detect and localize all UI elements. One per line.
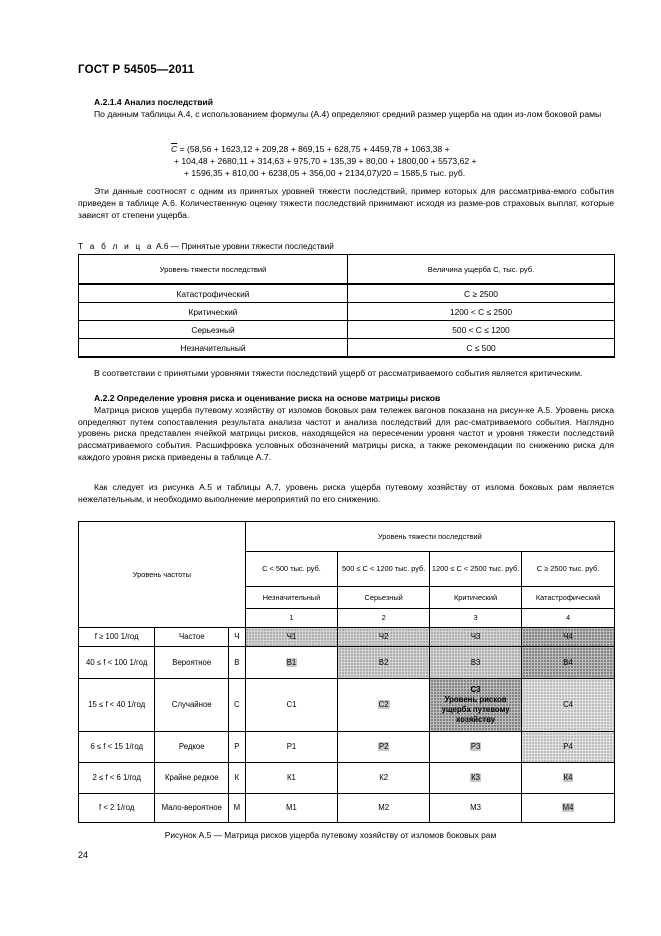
matrix-range-4: C ≥ 2500 тыс. руб.: [522, 552, 615, 587]
matrix-row-rare: [79, 732, 615, 763]
matrix-cell: [338, 679, 430, 732]
table-cell-level: Серьезный: [79, 321, 348, 339]
matrix-range-1: C < 500 тыс. руб.: [245, 552, 338, 587]
matrix-cell: М3: [430, 794, 522, 823]
table-a6-caption-text: А.6 — Принятые уровни тяжести последствий: [156, 241, 334, 251]
matrix-frequency-header: Уровень частоты: [79, 522, 246, 628]
matrix-severity-name-2: Серьезный: [338, 587, 430, 609]
matrix-frequency-code: В: [229, 647, 246, 679]
paragraph-relate: Эти данные соотносят с одним из принятых уровней тяжести последствий, пример которых для рассматрива-емого события приведен в таблице А.6. Количественную оценку тяжести последствий принимают исходя из разме-ров страховых выплат, которые зависят от степени ущерба.: [78, 186, 614, 220]
matrix-cell: В2: [338, 647, 430, 679]
matrix-cell: Р1: [245, 732, 338, 763]
matrix-highlight-note: Уровень рисков ущерба путевому хозяйству: [441, 695, 510, 724]
table-cell-level: Незначительный: [79, 339, 348, 358]
matrix-cell: Ч2: [338, 628, 430, 647]
matrix-cell-label: М4: [562, 803, 574, 812]
matrix-cell: [245, 647, 338, 679]
matrix-cell: [522, 794, 615, 823]
matrix-column-number-4: 4: [522, 609, 615, 628]
matrix-frequency-code: К: [229, 763, 246, 794]
table-a6-header-level: Уровень тяжести последствий: [79, 255, 348, 285]
matrix-cell: [430, 763, 522, 794]
table-a6-header-value: Величина ущерба C, тыс. руб.: [348, 255, 615, 285]
matrix-row-frequent: [79, 628, 615, 647]
section-a214-paragraph: По данным таблицы А.4, с использованием формулы (А.4) определяют средний размер ущерба на один из-лом боковой рамы: [94, 108, 602, 119]
matrix-cell: С1: [245, 679, 338, 732]
matrix-column-number-1: 1: [245, 609, 338, 628]
matrix-frequency-name: Крайне редкое: [155, 763, 229, 794]
matrix-frequency-name: Мало-вероятное: [155, 794, 229, 823]
matrix-cell: [522, 763, 615, 794]
matrix-column-number-2: 2: [338, 609, 430, 628]
matrix-cell: Р4: [522, 732, 615, 763]
matrix-cell: М2: [338, 794, 430, 823]
section-a22-paragraph-2: Как следует из рисунка А.5 и таблицы А.7, уровень риска ущерба путевому хозяйству от излома боковых рам является нежелательным, и необходимо выполнение мероприятий по его снижению.: [78, 482, 614, 504]
matrix-cell: [338, 732, 430, 763]
matrix-cell: Ч4: [522, 628, 615, 647]
matrix-cell: М1: [245, 794, 338, 823]
matrix-cell: Ч3: [430, 628, 522, 647]
table-cell-level: Катастрофический: [79, 284, 348, 303]
matrix-cell: В4: [522, 647, 615, 679]
matrix-cell: В3: [430, 647, 522, 679]
figure-caption: Рисунок А.5 — Матрица рисков ущерба путевому хозяйству от изломов боковых рам: [164, 830, 497, 840]
matrix-range-2: 500 ≤ C < 1200 тыс. руб.: [338, 552, 430, 587]
table-a6-caption: [78, 241, 334, 251]
matrix-cell: К2: [338, 763, 430, 794]
table-a6-caption-prefix: Т а б л и ц а: [78, 241, 154, 251]
matrix-cell-label: В1: [286, 657, 297, 667]
matrix-range-3: 1200 ≤ C < 2500 тыс. руб.: [430, 552, 522, 587]
matrix-cell-label: Р2: [378, 742, 389, 751]
matrix-frequency-range: 6 ≤ f < 15 1/год: [79, 732, 155, 763]
formula-mean-symbol: $\overline{C}$: [171, 144, 178, 154]
table-row: [79, 339, 615, 358]
formula-line-1: [171, 143, 450, 155]
table-a6: [78, 254, 615, 358]
table-cell-value: C ≥ 2500: [348, 284, 615, 303]
matrix-cell-label: С3: [470, 685, 481, 694]
matrix-cell-label: С2: [378, 700, 389, 709]
matrix-frequency-range: f ≥ 100 1/год: [79, 628, 155, 647]
matrix-frequency-range: 40 ≤ f < 100 1/год: [79, 647, 155, 679]
matrix-frequency-code: Ч: [229, 628, 246, 647]
formula-line-2: + 104,48 + 2680,11 + 314,63 + 975,70 + 135,39 + 80,00 + 1800,00 + 5573,62 +: [174, 156, 477, 166]
section-a214: [78, 97, 614, 121]
matrix-frequency-code: С: [229, 679, 246, 732]
matrix-frequency-name: Вероятное: [155, 647, 229, 679]
matrix-cell: [430, 732, 522, 763]
section-a22-paragraph-1: Матрица рисков ущерба путевому хозяйству от изломов боковых рам тележек вагонов показана на рисун-ке А.5. Уровень риска определяют путем сопоставления результата анализа частот и анализа последствий для рас-сматриваемого события. Наглядно уровень риска представлен ячейкой матрицы рисков, находящейся на пересечении уровня частот и уровня тяжести последствий рассматриваемого события. Расшифровка условных обозначений матрицы риска, а также рекомендации по снижению риска для каждого уровня риска приведены в таблице А.7.: [78, 404, 614, 462]
table-cell-value: 1200 < C ≤ 2500: [348, 303, 615, 321]
matrix-row-random: [79, 679, 615, 732]
matrix-frequency-range: f < 2 1/год: [79, 794, 155, 823]
matrix-cell: С4: [522, 679, 615, 732]
table-cell-value: 500 < C ≤ 1200: [348, 321, 615, 339]
table-row: [79, 321, 615, 339]
matrix-severity-header: Уровень тяжести последствий: [245, 522, 614, 552]
matrix-row-probable: [79, 647, 615, 679]
table-cell-level: Критический: [79, 303, 348, 321]
table-row: [79, 303, 615, 321]
formula-line-3: + 1596,35 + 810,00 + 6238,05 + 356,00 + 2134,07)/20 = 1585,5 тыс. руб.: [184, 168, 466, 178]
matrix-cell-label: К4: [563, 773, 573, 782]
matrix-column-number-3: 3: [430, 609, 522, 628]
matrix-severity-name-1: Незначительный: [245, 587, 338, 609]
matrix-cell-label: К3: [471, 773, 481, 782]
risk-matrix: [78, 521, 615, 823]
matrix-frequency-name: Частое: [155, 628, 229, 647]
paragraph-critical: В соответствии с принятыми уровнями тяжести последствий ущерб от рассматриваемого события является критическим.: [94, 368, 583, 378]
table-cell-value: C ≤ 500: [348, 339, 615, 358]
matrix-cell-current-risk: [430, 679, 522, 732]
matrix-frequency-code: Р: [229, 732, 246, 763]
matrix-severity-name-3: Критический: [430, 587, 522, 609]
document-header: ГОСТ Р 54505—2011: [78, 64, 195, 76]
matrix-cell: К1: [245, 763, 338, 794]
matrix-cell-label: Р3: [470, 742, 481, 751]
section-a22-title: А.2.2 Определение уровня риска и оценивание риска на основе матрицы рисков: [94, 393, 441, 403]
matrix-frequency-range: 2 ≤ f < 6 1/год: [79, 763, 155, 794]
table-row: [79, 284, 615, 303]
formula-line-1-text: = (58,56 + 1623,12 + 209,28 + 869,15 + 628,75 + 4459,78 + 1063,38 +: [177, 144, 450, 154]
matrix-severity-name-4: Катастрофический: [522, 587, 615, 609]
section-a214-title: А.2.1.4 Анализ последствий: [94, 97, 214, 107]
matrix-frequency-name: Случайное: [155, 679, 229, 732]
matrix-frequency-code: М: [229, 794, 246, 823]
page-number: 24: [78, 850, 89, 860]
matrix-cell: Ч1: [245, 628, 338, 647]
matrix-row-very-rare: [79, 763, 615, 794]
section-a22: [78, 393, 614, 464]
matrix-frequency-name: Редкое: [155, 732, 229, 763]
matrix-row-unlikely: [79, 794, 615, 823]
matrix-frequency-range: 15 ≤ f < 40 1/год: [79, 679, 155, 732]
